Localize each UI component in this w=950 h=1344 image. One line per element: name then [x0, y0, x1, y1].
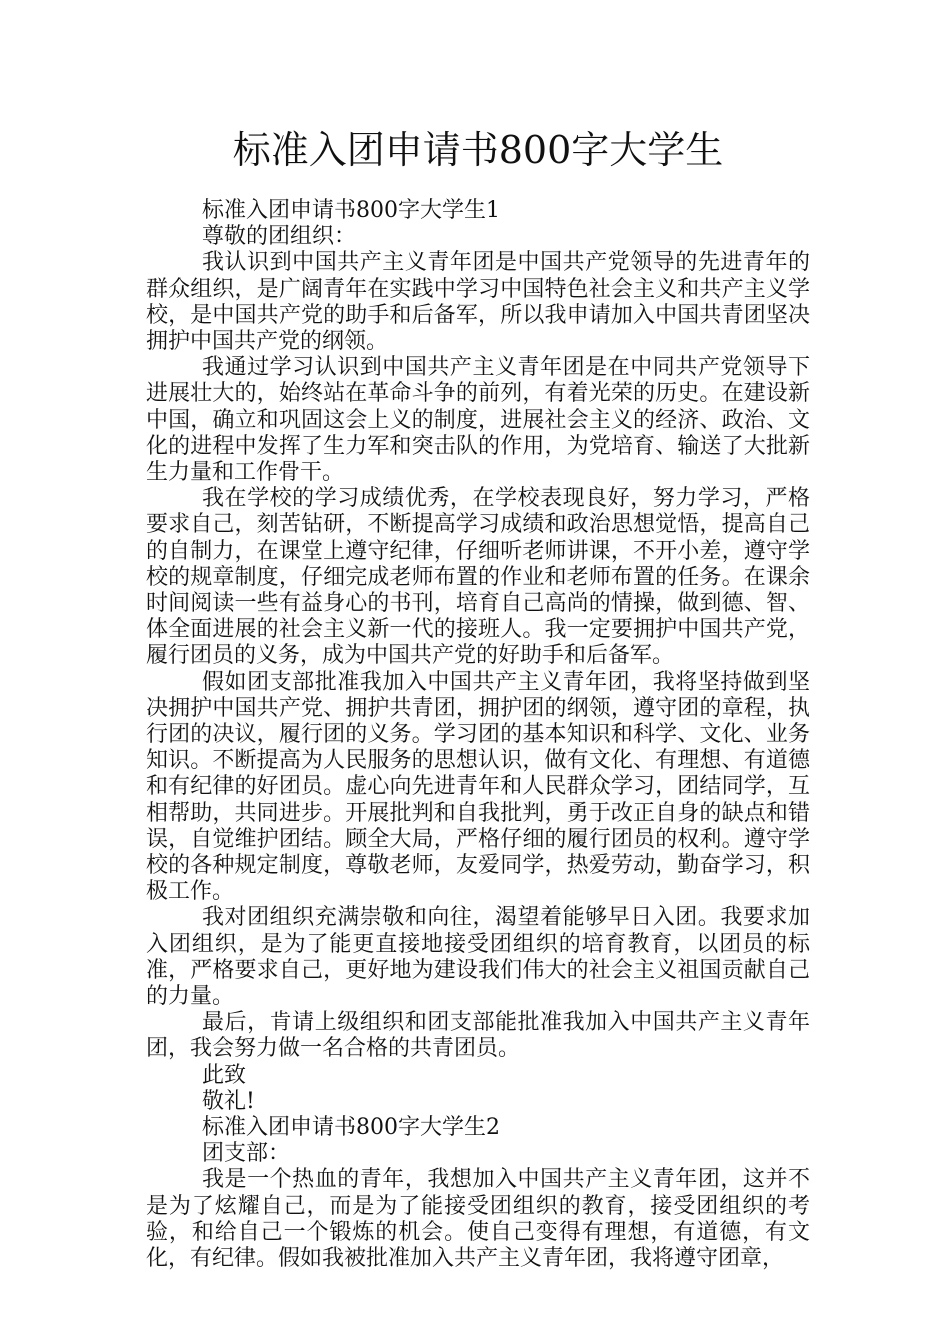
- text-line: 此致: [202, 1062, 247, 1088]
- paragraph: 我认识到中国共产主义青年团是中国共产党领导的先进青年的群众组织，是广阔青年在实践中学习中国特色社会主义和共产主义学校，是中国共产党的助手和后备军，所以我申请加入中国共青团坚决拥护中国共产党的纲领。: [146, 250, 810, 354]
- paragraph: 我在学校的学习成绩优秀，在学校表现良好，努力学习，严格要求自己，刻苦钻研，不断提高学习成绩和政治思想觉悟，提高自己的自制力，在课堂上遵守纪律，仔细听老师讲课，不开小差，遵守学校的规章制度，仔细完成老师布置的作业和老师布置的任务。在课余时间阅读一些有益身心的书刊，培育自己高尚的情操，做到德、智、体全面进展的社会主义新一代的接班人。我一定要拥护中国共产党，履行团员的义务，成为中国共产党的好助手和后备军。: [146, 486, 810, 669]
- paragraph: 假如团支部批准我加入中国共产主义青年团，我将坚持做到坚决拥护中国共产党、拥护共青团，拥护团的纲领，遵守团的章程，执行团的决议，履行团的义务。学习团的基本知识和科学、文化、业务知识。不断提高为人民服务的思想认识，做有文化、有理想、有道德和有纪律的好团员。虚心向先进青年和人民群众学习，团结同学，互相帮助，共同进步。开展批判和自我批判，勇于改正自身的缺点和错误，自觉维护团结。顾全大局，严格仔细的履行团员的权利。遵守学校的各种规定制度，尊敬老师，友爱同学，热爱劳动，勤奋学习，积极工作。: [146, 669, 810, 905]
- paragraph: 我是一个热血的青年，我想加入中国共产主义青年团，这并不是为了炫耀自己，而是为了能接受团组织的教育，接受团组织的考验，和给自己一个锻炼的机会。使自己变得有理想，有道德，有文化，有纪律。假如我被批准加入共产主义青年团，我将遵守团章，: [146, 1167, 810, 1272]
- document-title: 标准入团申请书800字大学生: [232, 128, 724, 172]
- text-line: 标准入团申请书800字大学生2: [202, 1115, 500, 1141]
- paragraph: 我通过学习认识到中国共产主义青年团是在中同共产党领导下进展壮大的，始终站在革命斗争的前列，有着光荣的历史。在建设新中国，确立和巩固这会上义的制度，进展社会主义的经济、政治、文化的进程中发挥了生力军和突击队的作用，为党培育、输送了大批新生力量和工作骨干。: [146, 355, 810, 485]
- text-line: 尊敬的团组织：: [202, 224, 357, 250]
- text-line: 团支部：: [202, 1141, 291, 1167]
- document-body: [146, 198, 810, 1272]
- paragraph: 我对团组织充满崇敬和向往，渴望着能够早日入团。我要求加入团组织，是为了能更直接地接受团组织的培育教育，以团员的标准，严格要求自己，更好地为建设我们伟大的社会主义祖国贡献自己的力量。: [146, 905, 810, 1010]
- text-line: 标准入团申请书800字大学生1: [202, 198, 500, 223]
- text-line: 敬礼!: [202, 1088, 255, 1114]
- paragraph: 最后，肯请上级组织和团支部能批准我加入中国共产主义青年团，我会努力做一名合格的共青团员。: [146, 1010, 810, 1062]
